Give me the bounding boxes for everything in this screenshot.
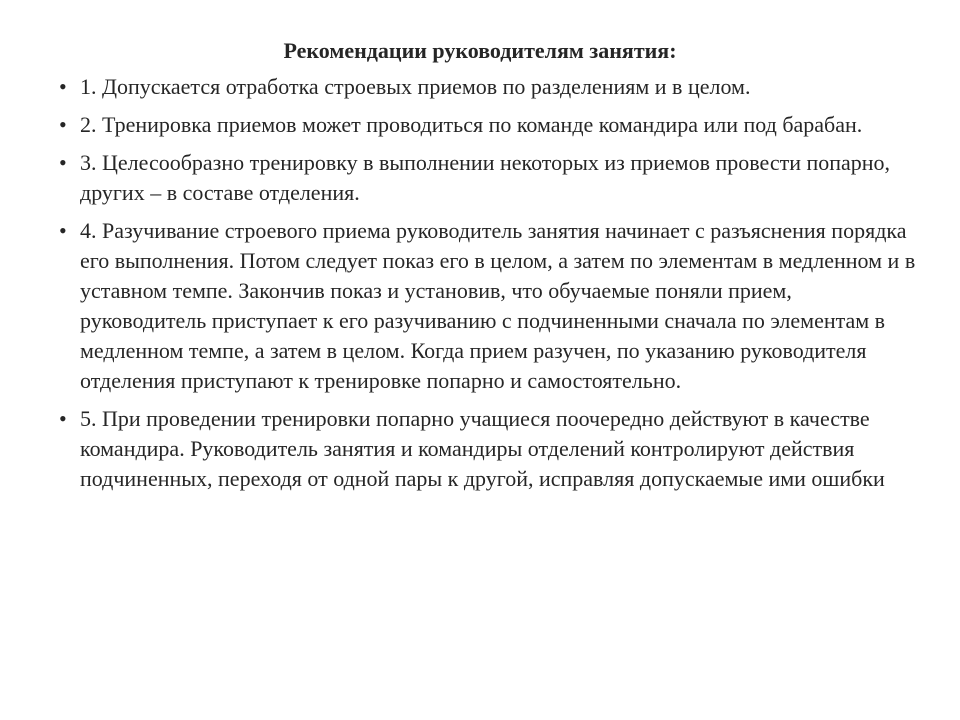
bullet-item-4	[58, 216, 918, 396]
bullet-marker: •	[59, 74, 67, 99]
bullet-marker: •	[59, 406, 67, 431]
slide-heading: Рекомендации руководителям занятия:	[283, 38, 677, 63]
bullet-list	[58, 72, 918, 502]
bullet-text: 4. Разучивание строевого приема руководитель занятия начинает с разъяснения порядка его выполнения. Потом следует показ его в целом, а затем по элементам в медленном и в уставном темпе. Закончив показ и установив, что обучаемые поняли прием, руководитель приступает к его разучиванию с подчиненными сначала по элементам в медленном темпе, а затем в целом. Когда прием разучен, по указанию руководителя отделения приступают к тренировке попарно и самостоятельно.	[80, 218, 916, 393]
bullet-item-2	[58, 110, 918, 140]
bullet-text: 1. Допускается отработка строевых приемов по разделениям и в целом.	[80, 74, 751, 99]
bullet-item-1	[58, 72, 918, 102]
bullet-text: 5. При проведении тренировки попарно учащиеся поочередно действуют в качестве командира. Руководитель занятия и командиры отделений контролируют действия подчиненных, переходя от одной пары к другой, исправляя допускаемые ими ошибки	[80, 406, 885, 491]
bullet-item-3	[58, 148, 918, 208]
bullet-marker: •	[59, 112, 67, 137]
bullet-text: 2. Тренировка приемов может проводиться по команде командира или под барабан.	[80, 112, 863, 137]
bullet-marker: •	[59, 150, 67, 175]
bullet-text: 3. Целесообразно тренировку в выполнении некоторых из приемов провести попарно, других – в составе отделения.	[80, 150, 891, 205]
bullet-marker: •	[59, 218, 67, 243]
bullet-item-5	[58, 404, 918, 494]
